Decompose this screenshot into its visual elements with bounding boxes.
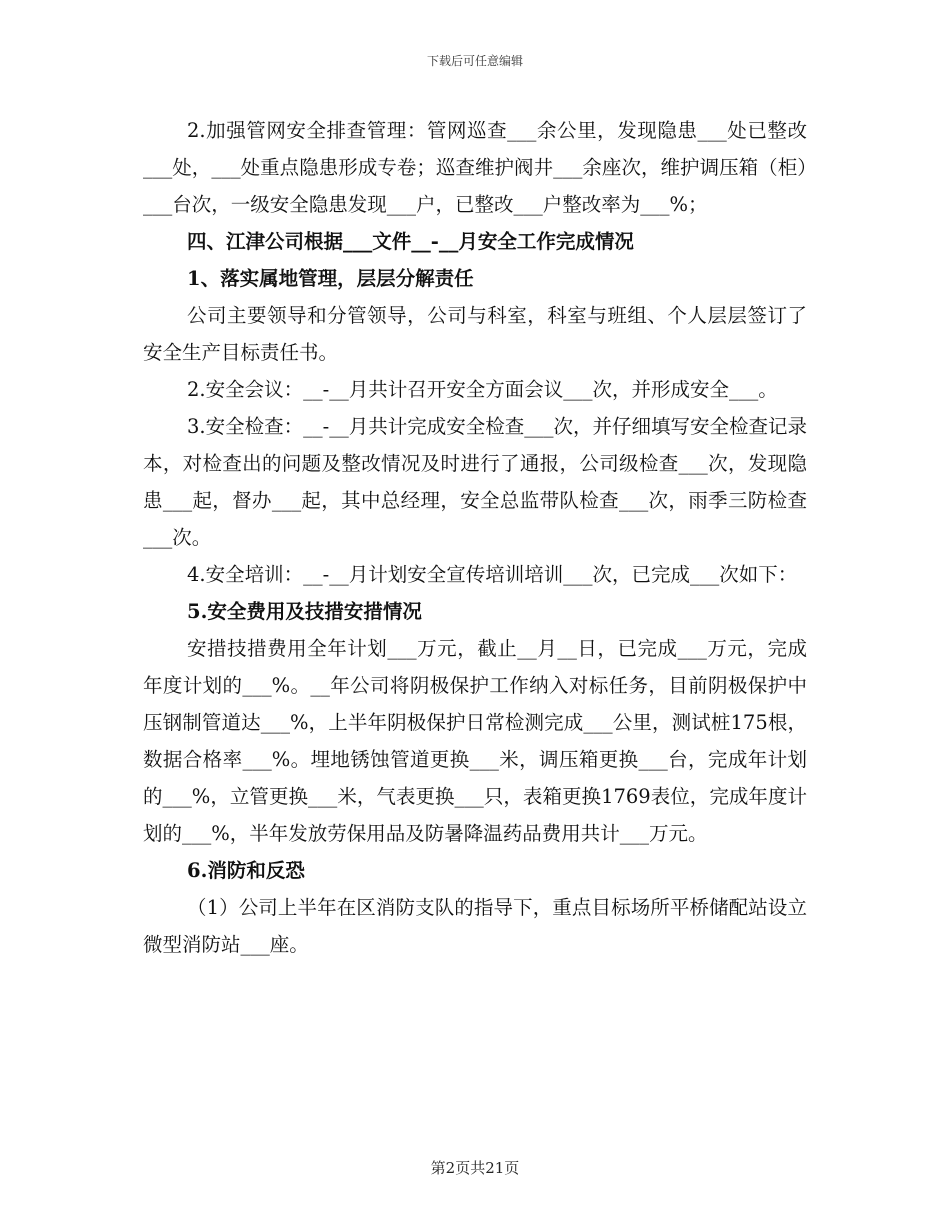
subheading-safety-costs: 5.安全费用及技措安措情况 — [187, 600, 422, 623]
paragraph-safety-inspection: 3.安全检查：__-__月共计完成安全检查___次，并仔细填写安全检查记录本，对检查出的问题及整改情况及时进行了通报，公司级检查___次，发现隐患___起，督办___起，其中总经理，安全总监带队检查___次，雨季三防检查___次。 — [143, 415, 807, 549]
paragraph-pipeline-inspection: 2.加强管网安全排查管理：管网巡查___余公里，发现隐患___处已整改___处，___处重点隐患形成专卷；巡查维护阀井___余座次，维护调压箱（柜）___台次，一级安全隐患发现___户，已整改___户整改率为___%； — [143, 119, 807, 216]
paragraph-responsibility: 公司主要领导和分管领导，公司与科室，科室与班组、个人层层签订了安全生产目标责任书。 — [143, 304, 807, 364]
subheading-responsibility: 1、落实属地管理，层层分解责任 — [187, 267, 474, 290]
paragraph-fire-station: （1）公司上半年在区消防支队的指导下，重点目标场所平桥储配站设立微型消防站___座。 — [143, 896, 807, 956]
page-footer: 第2页共21页 — [430, 1159, 520, 1177]
document-body — [143, 112, 807, 963]
subheading-fire-antiterror: 6.消防和反恐 — [187, 859, 305, 882]
paragraph-safety-costs: 安措技措费用全年计划___万元，截止__月__日，已完成___万元，完成年度计划的___%。__年公司将阴极保护工作纳入对标任务，目前阴极保护中压钢制管道达___%，上半年阴极保护日常检测完成___公里，测试桩175根，数据合格率___%。埋地锈蚀管道更换___米，调压箱更换___台，完成年计划的___%，立管更换___米，气表更换___只，表箱更换1769表位，完成年度计划的___%，半年发放劳保用品及防暑降温药品费用共计___万元。 — [143, 637, 807, 845]
paragraph-safety-meetings: 2.安全会议：__-__月共计召开安全方面会议___次，并形成安全___。 — [187, 378, 778, 401]
page-header: 下载后可任意编辑 — [426, 54, 523, 68]
section-heading-jiangjin: 四、江津公司根据___文件__-__月安全工作完成情况 — [187, 230, 634, 253]
paragraph-safety-training: 4.安全培训：__-__月计划安全宣传培训培训___次，已完成___次如下： — [187, 563, 798, 586]
